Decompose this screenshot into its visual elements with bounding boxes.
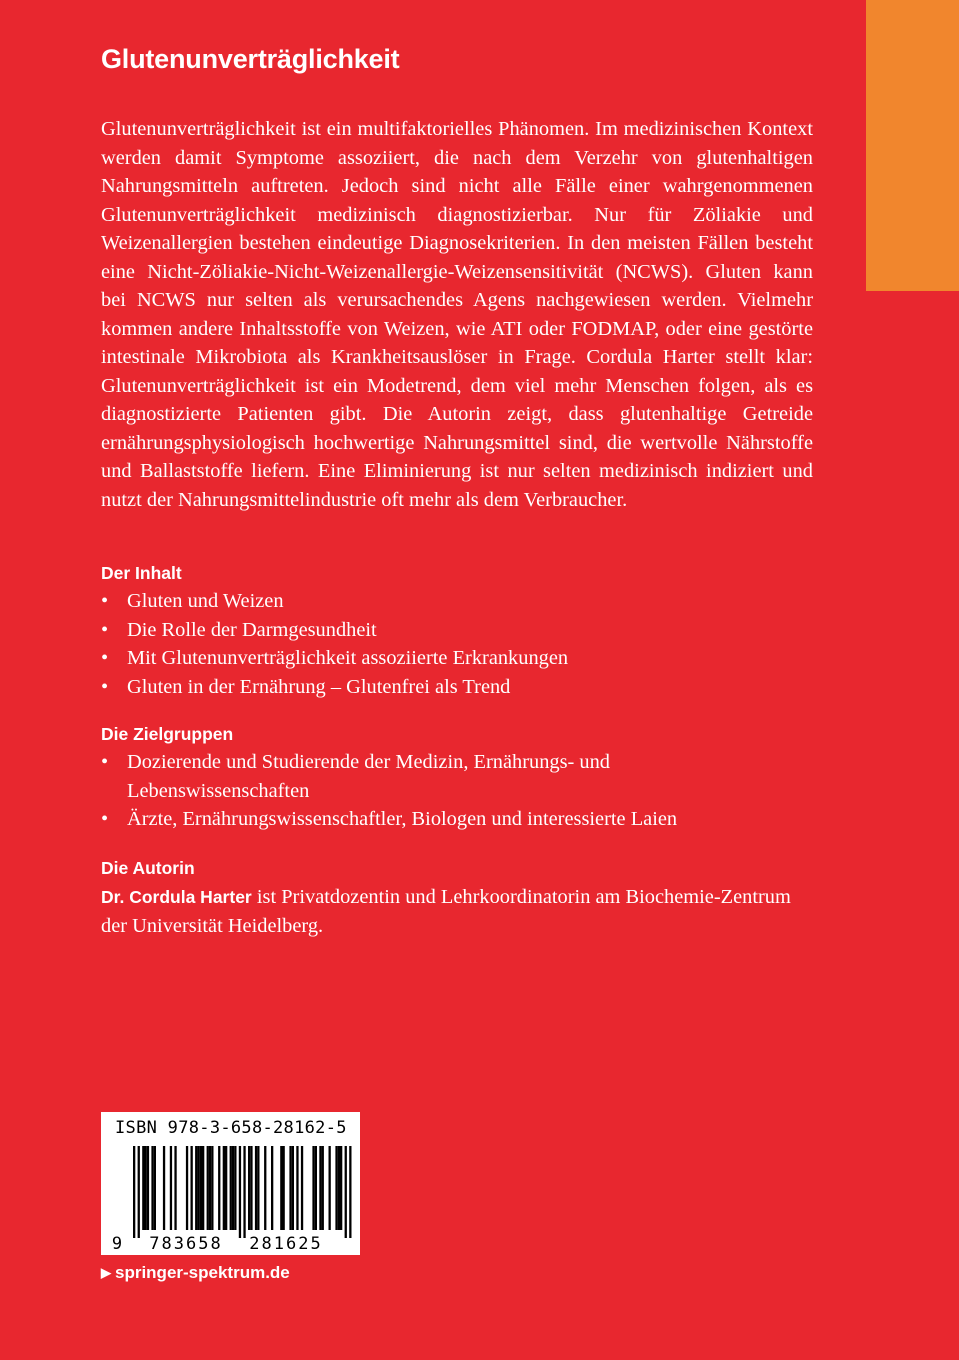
barcode-bars xyxy=(101,1144,360,1255)
barcode-bar xyxy=(243,1146,245,1238)
orange-spine-tab xyxy=(866,0,959,291)
list-item: • Ärzte, Ernährungswissenschaftler, Biologen und interessierte Laien xyxy=(101,808,678,830)
barcode-bar xyxy=(349,1146,351,1238)
barcode-bar xyxy=(142,1146,144,1230)
barcode-bar xyxy=(200,1146,202,1230)
list-item: • Gluten und Weizen xyxy=(101,590,284,612)
author-text: ist Privatdozentin und Lehrkoordinatorin am Biochemie-Zentrum der Universität Heidelberg. xyxy=(101,886,791,937)
barcode-bar xyxy=(257,1146,259,1230)
barcode-bar xyxy=(315,1146,317,1230)
publisher-url: springer-spektrum.de xyxy=(115,1263,290,1282)
barcode-bar xyxy=(234,1146,236,1230)
barcode-bar xyxy=(223,1146,225,1230)
ean-first-digit: 9 xyxy=(111,1234,123,1254)
heading-die-zielgruppen: Die Zielgruppen xyxy=(101,724,234,744)
barcode-bar xyxy=(345,1146,347,1238)
barcode-bar xyxy=(191,1146,193,1230)
list-item: • Mit Glutenunverträglichkeit assoziierte Erkrankungen xyxy=(101,647,569,669)
publisher-link[interactable] xyxy=(101,1263,290,1283)
barcode-bar xyxy=(225,1146,227,1230)
barcode-bar xyxy=(289,1146,291,1230)
list-item: • Dozierende und Studierende der Medizin, Ernährungs- und Lebenswissenschaften xyxy=(101,751,610,802)
barcode-bar xyxy=(138,1146,140,1238)
barcode-bar xyxy=(147,1146,149,1230)
isbn-label: ISBN 978-3-658-28162-5 xyxy=(115,1118,347,1138)
barcode-bar xyxy=(264,1146,266,1230)
ean-left-digits: 783658 xyxy=(149,1234,223,1254)
barcode-bar xyxy=(170,1146,172,1230)
list-inhalt xyxy=(101,587,821,701)
barcode-bar xyxy=(312,1146,314,1230)
blurb-paragraph: Glutenunverträglichkeit ist ein multifaktorielles Phänomen. Im medizinischen Kontext werden damit Symptome assoziiert, die nach dem Verzehr von glutenhaltigen Nahrungsmitteln auftreten. Jedoch sind nicht alle Fälle einer wahrgenommenen Glutenunverträglichkeit medizinisch diagnostizierbar. Nur für Zöliakie und Weizenallergien bestehen eindeutige Diagnosekriterien. In den meisten Fällen besteht eine Nicht-Zöliakie-Nicht-Weizenallergie-Weizensensitivität (NCWS). Gluten kann bei NCWS nur selten als verursachendes Agens nachgewiesen werden. Vielmehr kommen andere Inhaltsstoffe von Weizen, wie ATI oder FODMAP, oder eine gestörte intestinale Mikrobiota als Krankheitsauslöser in Frage. Cordula Harter stellt klar: Glutenunverträglichkeit ist ein Modetrend, dem viel mehr Menschen folgen, als es diagnostizierte Patienten gibt. Die Autorin zeigt, dass glutenhaltige Getreide ernährungsphysiologisch hochwertige Nahrungsmittel sind, die wertvolle Nährstoffe und Ballaststoffe liefern. Eine Eliminierung ist nur selten medizinisch indiziert und nutzt der Nahrungsmittelindustrie oft mehr als dem Verbraucher. xyxy=(101,118,813,511)
barcode-bar xyxy=(202,1146,204,1230)
list-item: • Gluten in der Ernährung – Glutenfrei als Trend xyxy=(101,675,511,698)
barcode-bar xyxy=(145,1146,147,1230)
isbn-barcode xyxy=(101,1112,360,1255)
barcode-bar xyxy=(271,1146,273,1230)
barcode-bar xyxy=(322,1146,324,1230)
barcode-bar xyxy=(211,1146,213,1230)
barcode-bar xyxy=(197,1146,199,1230)
heading-die-autorin: Die Autorin xyxy=(101,858,195,878)
barcode-bar xyxy=(335,1146,337,1230)
barcode-bar xyxy=(248,1146,250,1230)
author-bio xyxy=(101,883,813,940)
author-name: Dr. Cordula Harter xyxy=(101,887,252,907)
barcode-bar xyxy=(280,1146,282,1230)
barcode-bar xyxy=(133,1146,135,1238)
barcode-bar xyxy=(154,1146,156,1230)
barcode-bar xyxy=(255,1146,257,1230)
barcode-bar xyxy=(163,1146,165,1230)
barcode-bar xyxy=(301,1146,303,1230)
barcode-bar xyxy=(151,1146,153,1230)
barcode-bar xyxy=(319,1146,321,1230)
barcode-bar xyxy=(174,1146,176,1230)
barcode-bar xyxy=(239,1146,241,1238)
barcode-bar xyxy=(283,1146,285,1230)
barcode-bar xyxy=(250,1146,252,1230)
barcode-bar xyxy=(232,1146,234,1230)
barcode-bar xyxy=(186,1146,188,1230)
heading-der-inhalt: Der Inhalt xyxy=(101,563,182,583)
barcode-bar xyxy=(218,1146,220,1230)
play-arrow-icon: ▶ xyxy=(101,1265,111,1280)
barcode-bar xyxy=(329,1146,331,1230)
barcode-bar xyxy=(296,1146,298,1230)
barcode-bar xyxy=(340,1146,342,1230)
list-item: • Die Rolle der Darmgesundheit xyxy=(101,618,377,641)
ean-right-digits: 281625 xyxy=(249,1234,323,1254)
barcode-bar xyxy=(338,1146,340,1230)
list-zielgruppen xyxy=(101,748,821,834)
book-title: Glutenunverträglichkeit xyxy=(101,44,400,74)
barcode-bar xyxy=(209,1146,211,1230)
barcode-bar xyxy=(230,1146,232,1230)
barcode-bar xyxy=(292,1146,294,1230)
barcode-bar xyxy=(195,1146,197,1230)
barcode-bar xyxy=(207,1146,209,1230)
